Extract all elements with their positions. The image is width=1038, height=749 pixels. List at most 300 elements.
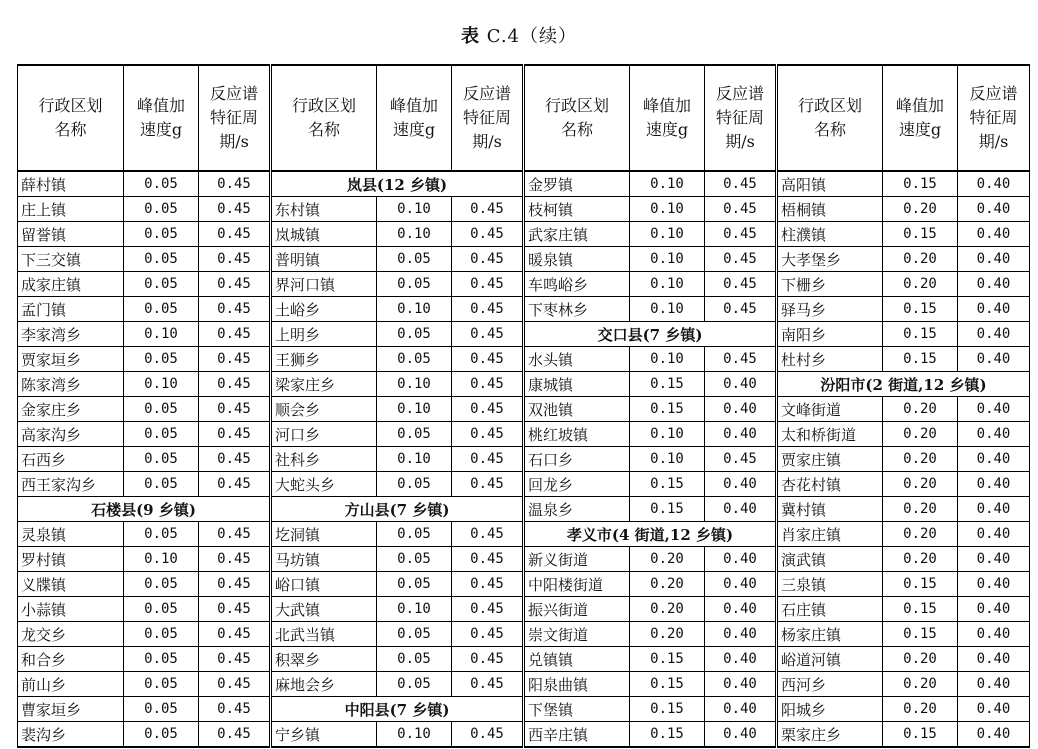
characteristic-period: 0.45 bbox=[452, 197, 524, 222]
characteristic-period: 0.40 bbox=[958, 622, 1030, 647]
characteristic-period: 0.45 bbox=[452, 372, 524, 397]
town-name: 北武当镇 bbox=[271, 622, 377, 647]
peak-acceleration: 0.05 bbox=[124, 522, 199, 547]
table-row bbox=[18, 372, 1030, 397]
characteristic-period: 0.40 bbox=[705, 722, 777, 748]
table-row bbox=[18, 572, 1030, 597]
peak-acceleration: 0.05 bbox=[124, 722, 199, 748]
peak-acceleration: 0.10 bbox=[377, 397, 452, 422]
peak-acceleration: 0.20 bbox=[630, 597, 705, 622]
town-name: 柱濮镇 bbox=[777, 222, 883, 247]
town-name: 水头镇 bbox=[524, 347, 630, 372]
characteristic-period: 0.45 bbox=[199, 472, 271, 497]
peak-acceleration: 0.10 bbox=[630, 447, 705, 472]
town-name: 石口乡 bbox=[524, 447, 630, 472]
characteristic-period: 0.45 bbox=[199, 422, 271, 447]
peak-acceleration: 0.05 bbox=[124, 422, 199, 447]
table-row bbox=[18, 647, 1030, 672]
town-name: 义牒镇 bbox=[18, 572, 124, 597]
town-name: 薛村镇 bbox=[18, 171, 124, 197]
peak-acceleration: 0.15 bbox=[630, 472, 705, 497]
characteristic-period: 0.45 bbox=[199, 672, 271, 697]
peak-acceleration: 0.05 bbox=[124, 472, 199, 497]
peak-acceleration: 0.15 bbox=[883, 222, 958, 247]
characteristic-period: 0.45 bbox=[452, 447, 524, 472]
characteristic-period: 0.40 bbox=[958, 547, 1030, 572]
peak-acceleration: 0.10 bbox=[630, 422, 705, 447]
header-period-1: 反应谱特征周期/s bbox=[199, 65, 271, 171]
characteristic-period: 0.45 bbox=[705, 171, 777, 197]
town-name: 曹家垣乡 bbox=[18, 697, 124, 722]
town-name: 界河口镇 bbox=[271, 272, 377, 297]
town-name: 金罗镇 bbox=[524, 171, 630, 197]
town-name: 陈家湾乡 bbox=[18, 372, 124, 397]
town-name: 振兴街道 bbox=[524, 597, 630, 622]
characteristic-period: 0.40 bbox=[958, 697, 1030, 722]
characteristic-period: 0.40 bbox=[705, 472, 777, 497]
table-row bbox=[18, 347, 1030, 372]
characteristic-period: 0.45 bbox=[705, 447, 777, 472]
county-heading: 方山县(7 乡镇) bbox=[271, 497, 524, 522]
town-name: 成家庄镇 bbox=[18, 272, 124, 297]
peak-acceleration: 0.05 bbox=[124, 647, 199, 672]
characteristic-period: 0.40 bbox=[958, 672, 1030, 697]
characteristic-period: 0.45 bbox=[199, 697, 271, 722]
county-heading: 岚县(12 乡镇) bbox=[271, 171, 524, 197]
characteristic-period: 0.45 bbox=[452, 297, 524, 322]
characteristic-period: 0.45 bbox=[452, 622, 524, 647]
characteristic-period: 0.40 bbox=[958, 222, 1030, 247]
town-name: 康城镇 bbox=[524, 372, 630, 397]
town-name: 三泉镇 bbox=[777, 572, 883, 597]
town-name: 桃红坡镇 bbox=[524, 422, 630, 447]
characteristic-period: 0.40 bbox=[958, 171, 1030, 197]
characteristic-period: 0.45 bbox=[199, 597, 271, 622]
table-row bbox=[18, 622, 1030, 647]
table-row bbox=[18, 322, 1030, 347]
town-name: 贾家垣乡 bbox=[18, 347, 124, 372]
town-name: 马坊镇 bbox=[271, 547, 377, 572]
town-name: 栗家庄乡 bbox=[777, 722, 883, 748]
peak-acceleration: 0.05 bbox=[124, 222, 199, 247]
peak-acceleration: 0.10 bbox=[124, 547, 199, 572]
town-name: 西河乡 bbox=[777, 672, 883, 697]
characteristic-period: 0.45 bbox=[452, 722, 524, 748]
table-row bbox=[18, 272, 1030, 297]
town-name: 中阳楼街道 bbox=[524, 572, 630, 597]
characteristic-period: 0.45 bbox=[452, 572, 524, 597]
town-name: 梁家庄乡 bbox=[271, 372, 377, 397]
table-row bbox=[18, 522, 1030, 547]
characteristic-period: 0.40 bbox=[958, 322, 1030, 347]
town-name: 肖家庄镇 bbox=[777, 522, 883, 547]
characteristic-period: 0.45 bbox=[452, 422, 524, 447]
characteristic-period: 0.40 bbox=[958, 472, 1030, 497]
peak-acceleration: 0.20 bbox=[883, 547, 958, 572]
town-name: 暖泉镇 bbox=[524, 247, 630, 272]
peak-acceleration: 0.05 bbox=[377, 422, 452, 447]
characteristic-period: 0.45 bbox=[705, 297, 777, 322]
town-name: 冀村镇 bbox=[777, 497, 883, 522]
town-name: 东村镇 bbox=[271, 197, 377, 222]
seismic-parameter-table bbox=[17, 64, 1030, 748]
peak-acceleration: 0.20 bbox=[883, 422, 958, 447]
table-row bbox=[18, 422, 1030, 447]
town-name: 杨家庄镇 bbox=[777, 622, 883, 647]
characteristic-period: 0.40 bbox=[705, 697, 777, 722]
county-heading: 孝义市(4 街道,12 乡镇) bbox=[524, 522, 777, 547]
town-name: 西王家沟乡 bbox=[18, 472, 124, 497]
peak-acceleration: 0.20 bbox=[630, 547, 705, 572]
town-name: 宁乡镇 bbox=[271, 722, 377, 748]
town-name: 积翠乡 bbox=[271, 647, 377, 672]
characteristic-period: 0.45 bbox=[199, 197, 271, 222]
table-row bbox=[18, 171, 1030, 197]
peak-acceleration: 0.10 bbox=[630, 171, 705, 197]
table-title-main: C.4（续） bbox=[479, 26, 578, 47]
table-row bbox=[18, 472, 1030, 497]
peak-acceleration: 0.15 bbox=[883, 297, 958, 322]
header-row bbox=[18, 65, 1030, 171]
town-name: 驿马乡 bbox=[777, 297, 883, 322]
characteristic-period: 0.40 bbox=[958, 447, 1030, 472]
town-name: 灵泉镇 bbox=[18, 522, 124, 547]
peak-acceleration: 0.15 bbox=[630, 722, 705, 748]
table-row bbox=[18, 672, 1030, 697]
peak-acceleration: 0.05 bbox=[124, 347, 199, 372]
header-name-3: 行政区划名称 bbox=[524, 65, 630, 171]
peak-acceleration: 0.20 bbox=[883, 672, 958, 697]
characteristic-period: 0.45 bbox=[199, 547, 271, 572]
header-name-4: 行政区划名称 bbox=[777, 65, 883, 171]
characteristic-period: 0.45 bbox=[705, 222, 777, 247]
table-body bbox=[18, 171, 1030, 747]
town-name: 峪口镇 bbox=[271, 572, 377, 597]
peak-acceleration: 0.05 bbox=[377, 247, 452, 272]
characteristic-period: 0.45 bbox=[199, 647, 271, 672]
table-row bbox=[18, 597, 1030, 622]
table-row bbox=[18, 247, 1030, 272]
characteristic-period: 0.40 bbox=[958, 722, 1030, 748]
town-name: 文峰街道 bbox=[777, 397, 883, 422]
characteristic-period: 0.40 bbox=[958, 497, 1030, 522]
peak-acceleration: 0.05 bbox=[377, 572, 452, 597]
town-name: 石西乡 bbox=[18, 447, 124, 472]
characteristic-period: 0.40 bbox=[705, 547, 777, 572]
peak-acceleration: 0.10 bbox=[377, 597, 452, 622]
characteristic-period: 0.45 bbox=[452, 522, 524, 547]
peak-acceleration: 0.10 bbox=[630, 222, 705, 247]
peak-acceleration: 0.20 bbox=[883, 197, 958, 222]
characteristic-period: 0.45 bbox=[452, 247, 524, 272]
peak-acceleration: 0.10 bbox=[630, 247, 705, 272]
characteristic-period: 0.45 bbox=[452, 647, 524, 672]
town-name: 罗村镇 bbox=[18, 547, 124, 572]
characteristic-period: 0.45 bbox=[452, 322, 524, 347]
peak-acceleration: 0.10 bbox=[377, 372, 452, 397]
town-name: 河口乡 bbox=[271, 422, 377, 447]
town-name: 下枣林乡 bbox=[524, 297, 630, 322]
peak-acceleration: 0.05 bbox=[124, 447, 199, 472]
town-name: 龙交乡 bbox=[18, 622, 124, 647]
town-name: 下栅乡 bbox=[777, 272, 883, 297]
peak-acceleration: 0.20 bbox=[883, 472, 958, 497]
town-name: 庄上镇 bbox=[18, 197, 124, 222]
characteristic-period: 0.40 bbox=[705, 497, 777, 522]
peak-acceleration: 0.05 bbox=[377, 672, 452, 697]
characteristic-period: 0.45 bbox=[199, 522, 271, 547]
town-name: 顺会乡 bbox=[271, 397, 377, 422]
town-name: 阳泉曲镇 bbox=[524, 672, 630, 697]
town-name: 麻地会乡 bbox=[271, 672, 377, 697]
town-name: 西辛庄镇 bbox=[524, 722, 630, 748]
county-heading: 石楼县(9 乡镇) bbox=[18, 497, 271, 522]
header-name-1: 行政区划名称 bbox=[18, 65, 124, 171]
town-name: 南阳乡 bbox=[777, 322, 883, 347]
peak-acceleration: 0.15 bbox=[883, 622, 958, 647]
town-name: 土峪乡 bbox=[271, 297, 377, 322]
county-heading: 交口县(7 乡镇) bbox=[524, 322, 777, 347]
characteristic-period: 0.40 bbox=[958, 422, 1030, 447]
town-name: 崇文街道 bbox=[524, 622, 630, 647]
characteristic-period: 0.40 bbox=[958, 272, 1030, 297]
peak-acceleration: 0.10 bbox=[377, 722, 452, 748]
peak-acceleration: 0.05 bbox=[124, 572, 199, 597]
characteristic-period: 0.45 bbox=[199, 722, 271, 748]
characteristic-period: 0.45 bbox=[199, 171, 271, 197]
town-name: 上明乡 bbox=[271, 322, 377, 347]
header-period-3: 反应谱特征周期/s bbox=[705, 65, 777, 171]
peak-acceleration: 0.05 bbox=[124, 672, 199, 697]
town-name: 峪道河镇 bbox=[777, 647, 883, 672]
characteristic-period: 0.40 bbox=[958, 572, 1030, 597]
town-name: 演武镇 bbox=[777, 547, 883, 572]
table-row bbox=[18, 222, 1030, 247]
county-heading: 汾阳市(2 街道,12 乡镇) bbox=[777, 372, 1030, 397]
peak-acceleration: 0.05 bbox=[124, 697, 199, 722]
peak-acceleration: 0.20 bbox=[883, 247, 958, 272]
characteristic-period: 0.40 bbox=[705, 422, 777, 447]
town-name: 高阳镇 bbox=[777, 171, 883, 197]
peak-acceleration: 0.10 bbox=[124, 322, 199, 347]
characteristic-period: 0.45 bbox=[705, 347, 777, 372]
town-name: 孟门镇 bbox=[18, 297, 124, 322]
peak-acceleration: 0.05 bbox=[124, 247, 199, 272]
table-container bbox=[17, 64, 1030, 748]
table-row bbox=[18, 547, 1030, 572]
characteristic-period: 0.40 bbox=[705, 647, 777, 672]
characteristic-period: 0.45 bbox=[199, 272, 271, 297]
peak-acceleration: 0.15 bbox=[630, 672, 705, 697]
peak-acceleration: 0.05 bbox=[124, 197, 199, 222]
characteristic-period: 0.40 bbox=[958, 347, 1030, 372]
peak-acceleration: 0.10 bbox=[377, 197, 452, 222]
characteristic-period: 0.45 bbox=[199, 397, 271, 422]
town-name: 留誉镇 bbox=[18, 222, 124, 247]
peak-acceleration: 0.10 bbox=[377, 297, 452, 322]
town-name: 杜村乡 bbox=[777, 347, 883, 372]
table-row bbox=[18, 697, 1030, 722]
table-row bbox=[18, 722, 1030, 748]
header-period-2: 反应谱特征周期/s bbox=[452, 65, 524, 171]
town-name: 下三交镇 bbox=[18, 247, 124, 272]
header-pga-2: 峰值加速度g bbox=[377, 65, 452, 171]
peak-acceleration: 0.20 bbox=[883, 272, 958, 297]
characteristic-period: 0.45 bbox=[452, 272, 524, 297]
town-name: 金家庄乡 bbox=[18, 397, 124, 422]
characteristic-period: 0.45 bbox=[452, 222, 524, 247]
peak-acceleration: 0.05 bbox=[124, 272, 199, 297]
town-name: 小蒜镇 bbox=[18, 597, 124, 622]
characteristic-period: 0.40 bbox=[958, 522, 1030, 547]
town-name: 温泉乡 bbox=[524, 497, 630, 522]
peak-acceleration: 0.20 bbox=[883, 522, 958, 547]
characteristic-period: 0.45 bbox=[199, 247, 271, 272]
town-name: 石庄镇 bbox=[777, 597, 883, 622]
town-name: 武家庄镇 bbox=[524, 222, 630, 247]
peak-acceleration: 0.05 bbox=[124, 297, 199, 322]
town-name: 杏花村镇 bbox=[777, 472, 883, 497]
characteristic-period: 0.45 bbox=[452, 472, 524, 497]
town-name: 社科乡 bbox=[271, 447, 377, 472]
table-row bbox=[18, 447, 1030, 472]
header-pga-4: 峰值加速度g bbox=[883, 65, 958, 171]
characteristic-period: 0.45 bbox=[199, 322, 271, 347]
peak-acceleration: 0.05 bbox=[124, 597, 199, 622]
town-name: 梧桐镇 bbox=[777, 197, 883, 222]
town-name: 大武镇 bbox=[271, 597, 377, 622]
peak-acceleration: 0.15 bbox=[630, 372, 705, 397]
town-name: 阳城乡 bbox=[777, 697, 883, 722]
peak-acceleration: 0.10 bbox=[630, 197, 705, 222]
characteristic-period: 0.45 bbox=[199, 347, 271, 372]
peak-acceleration: 0.20 bbox=[883, 697, 958, 722]
table-row bbox=[18, 397, 1030, 422]
peak-acceleration: 0.15 bbox=[630, 397, 705, 422]
table-title bbox=[0, 22, 1038, 48]
peak-acceleration: 0.05 bbox=[124, 397, 199, 422]
header-name-2: 行政区划名称 bbox=[271, 65, 377, 171]
characteristic-period: 0.45 bbox=[705, 197, 777, 222]
peak-acceleration: 0.05 bbox=[377, 547, 452, 572]
characteristic-period: 0.40 bbox=[705, 622, 777, 647]
peak-acceleration: 0.15 bbox=[630, 697, 705, 722]
characteristic-period: 0.40 bbox=[958, 197, 1030, 222]
header-pga-1: 峰值加速度g bbox=[124, 65, 199, 171]
peak-acceleration: 0.15 bbox=[883, 347, 958, 372]
characteristic-period: 0.40 bbox=[705, 372, 777, 397]
peak-acceleration: 0.05 bbox=[124, 171, 199, 197]
peak-acceleration: 0.10 bbox=[630, 347, 705, 372]
characteristic-period: 0.40 bbox=[958, 397, 1030, 422]
peak-acceleration: 0.15 bbox=[630, 647, 705, 672]
town-name: 兑镇镇 bbox=[524, 647, 630, 672]
characteristic-period: 0.40 bbox=[705, 672, 777, 697]
characteristic-period: 0.45 bbox=[452, 672, 524, 697]
peak-acceleration: 0.20 bbox=[630, 622, 705, 647]
characteristic-period: 0.45 bbox=[705, 272, 777, 297]
town-name: 双池镇 bbox=[524, 397, 630, 422]
peak-acceleration: 0.10 bbox=[124, 372, 199, 397]
town-name: 大孝堡乡 bbox=[777, 247, 883, 272]
town-name: 大蛇头乡 bbox=[271, 472, 377, 497]
peak-acceleration: 0.10 bbox=[377, 222, 452, 247]
header-pga-3: 峰值加速度g bbox=[630, 65, 705, 171]
town-name: 车鸣峪乡 bbox=[524, 272, 630, 297]
characteristic-period: 0.45 bbox=[199, 372, 271, 397]
town-name: 前山乡 bbox=[18, 672, 124, 697]
town-name: 新义街道 bbox=[524, 547, 630, 572]
peak-acceleration: 0.20 bbox=[630, 572, 705, 597]
characteristic-period: 0.45 bbox=[452, 347, 524, 372]
peak-acceleration: 0.15 bbox=[630, 497, 705, 522]
peak-acceleration: 0.05 bbox=[124, 622, 199, 647]
peak-acceleration: 0.05 bbox=[377, 272, 452, 297]
peak-acceleration: 0.10 bbox=[630, 297, 705, 322]
characteristic-period: 0.45 bbox=[199, 222, 271, 247]
town-name: 裴沟乡 bbox=[18, 722, 124, 748]
town-name: 王狮乡 bbox=[271, 347, 377, 372]
peak-acceleration: 0.15 bbox=[883, 597, 958, 622]
characteristic-period: 0.45 bbox=[199, 297, 271, 322]
town-name: 李家湾乡 bbox=[18, 322, 124, 347]
peak-acceleration: 0.05 bbox=[377, 472, 452, 497]
peak-acceleration: 0.15 bbox=[883, 171, 958, 197]
town-name: 枝柯镇 bbox=[524, 197, 630, 222]
peak-acceleration: 0.20 bbox=[883, 647, 958, 672]
town-name: 高家沟乡 bbox=[18, 422, 124, 447]
characteristic-period: 0.40 bbox=[705, 597, 777, 622]
peak-acceleration: 0.10 bbox=[377, 447, 452, 472]
characteristic-period: 0.40 bbox=[958, 297, 1030, 322]
peak-acceleration: 0.05 bbox=[377, 347, 452, 372]
peak-acceleration: 0.15 bbox=[883, 722, 958, 748]
town-name: 贾家庄镇 bbox=[777, 447, 883, 472]
characteristic-period: 0.40 bbox=[958, 247, 1030, 272]
peak-acceleration: 0.05 bbox=[377, 647, 452, 672]
peak-acceleration: 0.20 bbox=[883, 497, 958, 522]
peak-acceleration: 0.05 bbox=[377, 622, 452, 647]
characteristic-period: 0.45 bbox=[452, 597, 524, 622]
town-name: 和合乡 bbox=[18, 647, 124, 672]
peak-acceleration: 0.05 bbox=[377, 522, 452, 547]
peak-acceleration: 0.10 bbox=[630, 272, 705, 297]
peak-acceleration: 0.20 bbox=[883, 447, 958, 472]
table-row bbox=[18, 197, 1030, 222]
town-name: 岚城镇 bbox=[271, 222, 377, 247]
characteristic-period: 0.45 bbox=[199, 572, 271, 597]
characteristic-period: 0.40 bbox=[705, 572, 777, 597]
characteristic-period: 0.45 bbox=[452, 547, 524, 572]
town-name: 回龙乡 bbox=[524, 472, 630, 497]
peak-acceleration: 0.15 bbox=[883, 572, 958, 597]
peak-acceleration: 0.15 bbox=[883, 322, 958, 347]
peak-acceleration: 0.05 bbox=[377, 322, 452, 347]
town-name: 下堡镇 bbox=[524, 697, 630, 722]
county-heading: 中阳县(7 乡镇) bbox=[271, 697, 524, 722]
town-name: 普明镇 bbox=[271, 247, 377, 272]
characteristic-period: 0.40 bbox=[958, 647, 1030, 672]
town-name: 太和桥街道 bbox=[777, 422, 883, 447]
table-row bbox=[18, 497, 1030, 522]
table-title-prefix: 表 bbox=[460, 26, 480, 47]
town-name: 圪洞镇 bbox=[271, 522, 377, 547]
characteristic-period: 0.45 bbox=[705, 247, 777, 272]
characteristic-period: 0.45 bbox=[199, 622, 271, 647]
peak-acceleration: 0.20 bbox=[883, 397, 958, 422]
table-row bbox=[18, 297, 1030, 322]
header-period-4: 反应谱特征周期/s bbox=[958, 65, 1030, 171]
